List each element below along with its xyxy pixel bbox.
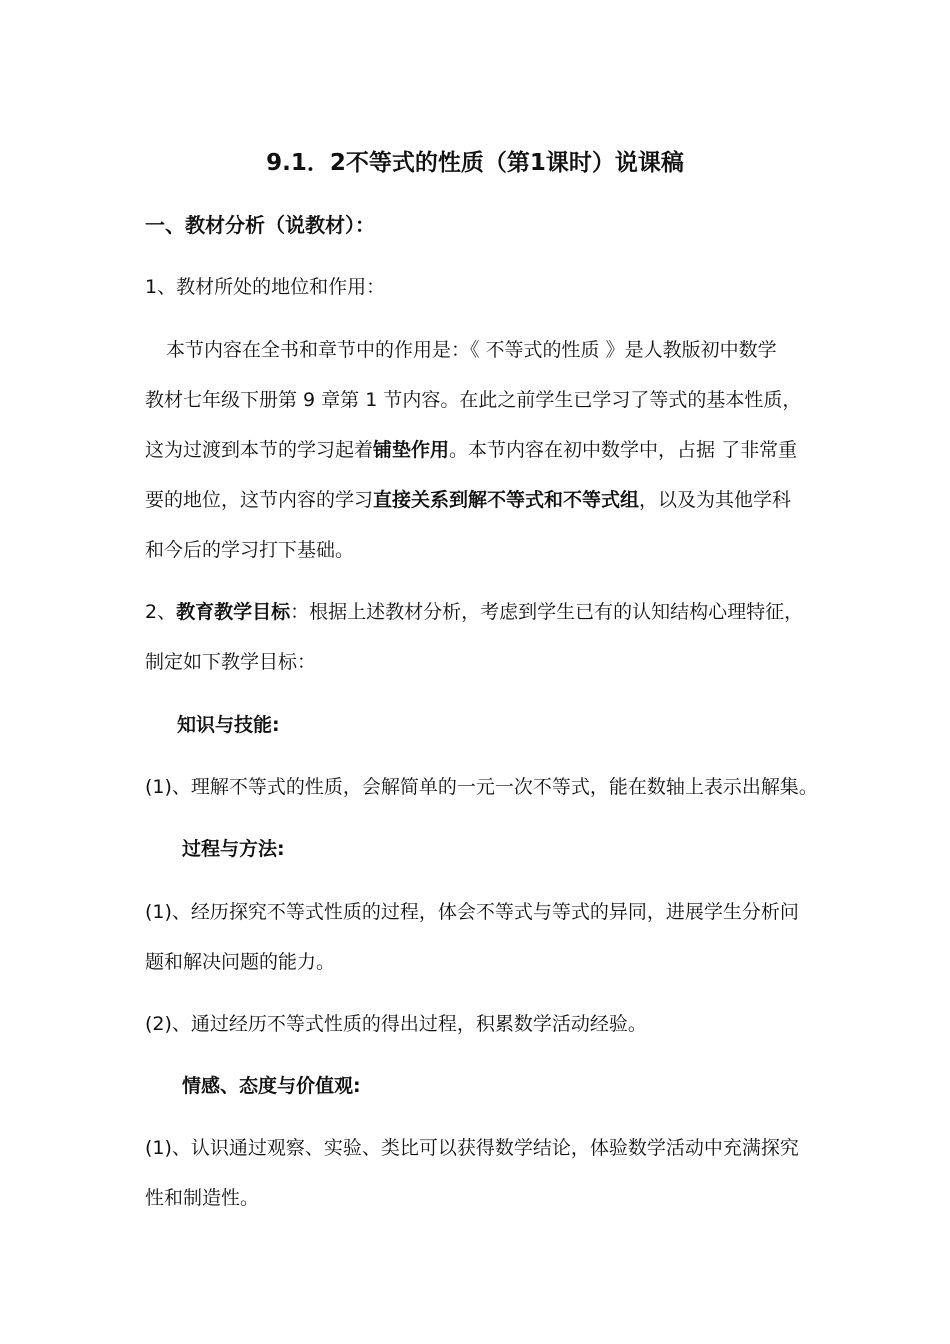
plain-text: ，以及为其他学科	[639, 489, 792, 511]
subheading-process-methods: 过程与方法:	[182, 838, 285, 860]
item1-paragraph-line-4	[145, 486, 791, 514]
item1-paragraph-line-2: 教材七年级下册第 9 章第 1 节内容。在此之前学生已学习了等式的基本性质，	[145, 389, 802, 411]
plain-text: 要的地位，这节内容的学习	[145, 489, 374, 511]
process-item-1-line-1: (1)、经历探究不等式性质的过程，体会不等式与等式的异同，进展学生分析问	[145, 901, 799, 923]
item2-label: 教育教学目标	[176, 601, 291, 623]
item1-paragraph-line-5: 和今后的学习打下基础。	[145, 539, 355, 561]
process-item-2: (2)、通过经历不等式性质的得出过程，积累数学活动经验。	[145, 1013, 647, 1035]
subheading-emotion-attitude-values: 情感、态度与价值观:	[182, 1075, 361, 1097]
emphasis-text: 直接关系到解不等式和不等式组	[373, 489, 640, 511]
plain-text: 这为过渡到本节的学习起着	[145, 439, 374, 461]
item2-line-1	[145, 598, 803, 626]
item2-prefix: 2、	[145, 601, 177, 623]
process-item-1-line-2: 题和解决问题的能力。	[145, 951, 336, 973]
plain-text: 。本节内容在初中数学中，占据 了非常重	[449, 439, 798, 461]
document-title: 9.1．2不等式的性质（第1课时）说课稿	[266, 150, 684, 176]
emotion-item-1-line-2: 性和制造性。	[145, 1187, 260, 1209]
subheading-knowledge-skills: 知识与技能:	[177, 714, 280, 736]
knowledge-item-1: (1)、理解不等式的性质，会解简单的一元一次不等式，能在数轴上表示出解集。	[145, 776, 818, 798]
item1-paragraph-line-3	[145, 436, 797, 464]
emotion-item-1-line-1: (1)、认识通过观察、实验、类比可以获得数学结论，体验数学活动中充满探究	[145, 1137, 799, 1159]
item1-heading: 1、教材所处的地位和作用：	[145, 276, 386, 298]
emphasis-text: 铺垫作用	[373, 439, 450, 461]
plain-text: ：根据上述教材分析，考虑到学生已有的认知结构心理特征，	[290, 601, 804, 623]
item1-paragraph-line-1: 本节内容在全书和章节中的作用是：《 不等式的性质 》是人教版初中数学	[166, 339, 777, 361]
section-heading-textbook-analysis: 一、教材分析（说教材）：	[145, 213, 375, 237]
item2-line-2: 制定如下教学目标：	[145, 651, 317, 673]
